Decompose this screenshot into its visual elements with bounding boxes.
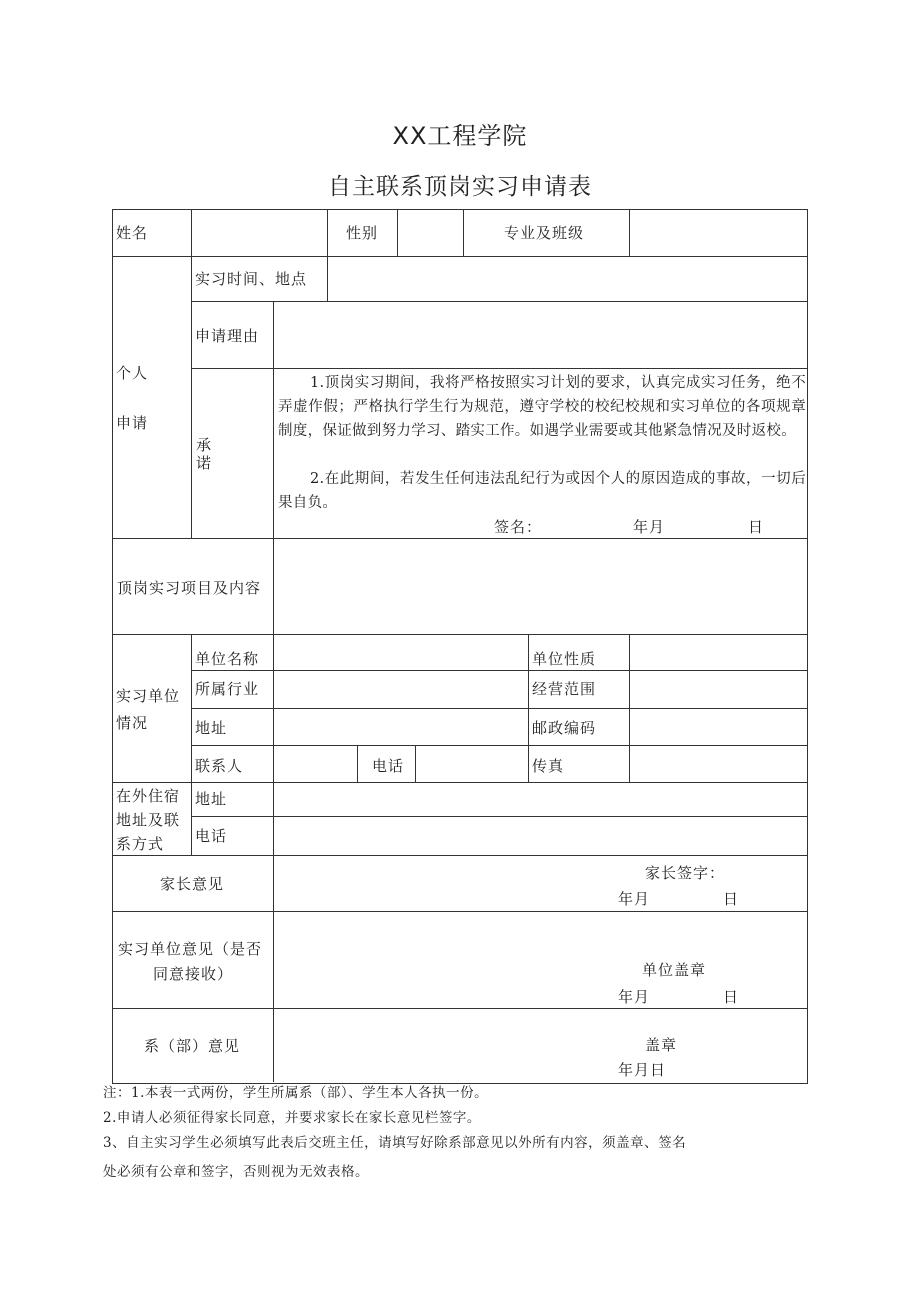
lodging-label: 系方式 <box>116 835 165 853</box>
col-line <box>415 745 416 782</box>
industry-label: 所属行业 <box>195 680 260 698</box>
major-class-label: 专业及班级 <box>504 224 585 242</box>
note-2: 2.申请人必须征得家长同意，并要求家长在家长意见栏签字。 <box>103 1110 481 1126</box>
row-line <box>191 301 807 302</box>
promise-paragraph-1: 1.顶岗实习期间，我将严格按照实习计划的要求，认真完成实习任务，绝不弄虚作假；严格执行学生行为规范，遵守学校的校纪校规和实习单位的各项规章制度，保证做到努力学习、踏实工作。如遇学业需要或其他紧急情况及时返校。 <box>278 375 806 439</box>
row-line <box>191 368 807 369</box>
promise-month-label: 年月 <box>633 518 666 536</box>
project-label: 顶岗实习项目及内容 <box>117 579 262 597</box>
parent-day-label: 日 <box>723 890 740 908</box>
unit-address-label: 地址 <box>195 719 228 737</box>
note-1: 注：1.本表一式两份，学生所属系（部）、学生本人各执一份。 <box>103 1085 489 1101</box>
col-line <box>357 745 358 782</box>
row-line <box>191 745 807 746</box>
col-line <box>273 634 274 782</box>
gender-label: 性别 <box>346 224 379 242</box>
personal-section-label: 申请 <box>116 414 149 432</box>
contact-label: 联系人 <box>195 757 244 775</box>
col-line <box>273 855 274 1082</box>
row-line <box>112 256 807 257</box>
col-line <box>273 301 274 538</box>
col-line <box>191 634 192 855</box>
lodging-label: 地址及联 <box>116 811 181 829</box>
unit-nature-label: 单位性质 <box>532 650 597 668</box>
col-line <box>528 634 529 782</box>
parent-month-label: 年月 <box>618 890 651 908</box>
row-line <box>112 1008 807 1009</box>
unit-opinion-month-label: 年月 <box>618 988 651 1006</box>
row-line <box>112 538 807 539</box>
sign-label: 签名： <box>494 518 543 536</box>
row-line <box>191 670 807 671</box>
unit-opinion-label: 同意接收） <box>153 965 234 983</box>
unit-opinion-day-label: 日 <box>723 988 740 1006</box>
note-4: 处必须有公章和签字，否则视为无效表格。 <box>103 1164 369 1180</box>
col-line <box>273 538 274 634</box>
promise-day-label: 日 <box>748 518 765 536</box>
unit-section-label: 情况 <box>116 714 149 732</box>
name-label: 姓名 <box>116 224 149 242</box>
scope-label: 经营范围 <box>532 680 597 698</box>
unit-section-label: 实习单位 <box>116 687 181 705</box>
row-line <box>191 816 807 817</box>
col-line <box>397 209 398 256</box>
promise-paragraph-2: 2.在此期间，若发生任何违法乱纪行为或因个人的原因造成的事故，一切后果自负。 <box>278 471 806 511</box>
parent-opinion-label: 家长意见 <box>160 875 225 893</box>
lodging-label: 在外住宿 <box>116 787 181 805</box>
lodging-address-label: 地址 <box>195 790 228 808</box>
school-title: XX工程学院 <box>392 122 528 150</box>
row-line <box>112 911 807 912</box>
row-line <box>112 855 807 856</box>
personal-section-label: 个人 <box>116 364 149 382</box>
row-line <box>112 782 807 783</box>
promise-label: 承 <box>196 436 213 454</box>
row-line <box>191 708 807 709</box>
col-line <box>463 209 464 256</box>
dept-date-label: 年月日 <box>618 1061 667 1079</box>
col-line <box>191 209 192 538</box>
col-line <box>327 209 328 301</box>
unit-opinion-label: 实习单位意见（是否 <box>118 940 263 958</box>
parent-sign-label: 家长签字： <box>645 864 726 882</box>
col-line <box>629 209 630 256</box>
lodging-phone-label: 电话 <box>195 827 228 845</box>
unit-phone-label: 电话 <box>372 757 405 775</box>
dept-stamp-label: 盖章 <box>645 1036 678 1054</box>
promise-label: 诺 <box>196 454 213 472</box>
row-line <box>112 634 807 635</box>
time-place-label: 实习时间、地点 <box>195 270 308 288</box>
col-line <box>273 782 274 855</box>
note-3: 3、自主实习学生必须填写此表后交班主任，请填写好除系部意见以外所有内容，须盖章、签名 <box>103 1135 687 1151</box>
col-line <box>629 634 630 782</box>
unit-stamp-label: 单位盖章 <box>642 961 707 979</box>
form-title: 自主联系顶岗实习申请表 <box>328 174 592 200</box>
reason-label: 申请理由 <box>195 327 260 345</box>
unit-name-label: 单位名称 <box>195 650 260 668</box>
dept-opinion-label: 系（部）意见 <box>144 1037 241 1055</box>
fax-label: 传真 <box>532 757 565 775</box>
postcode-label: 邮政编码 <box>532 719 597 737</box>
